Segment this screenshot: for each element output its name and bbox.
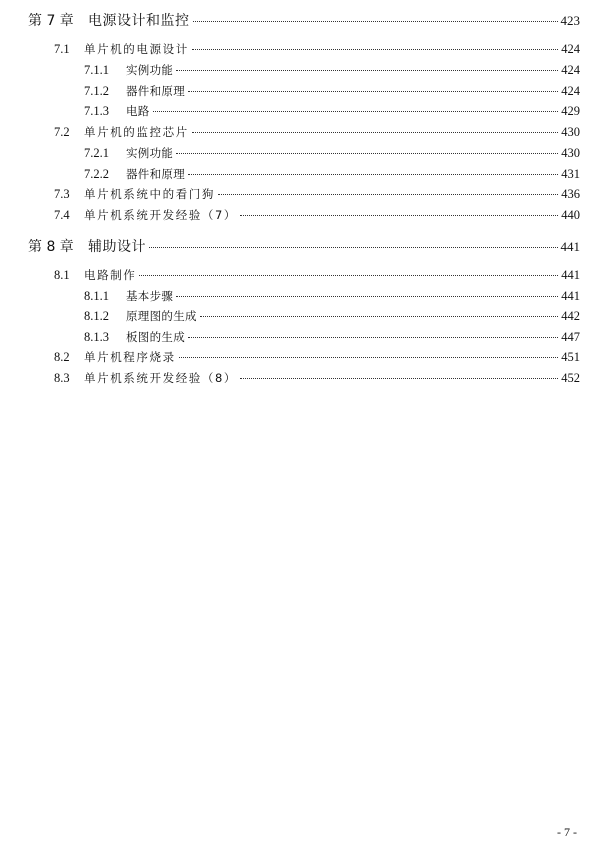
page-number: 447: [561, 330, 580, 344]
subsection-title: 实例功能: [126, 146, 174, 160]
page-number: 424: [561, 63, 580, 77]
toc-section-7-4: [54, 207, 580, 223]
subsection-title: 电路: [126, 104, 150, 118]
subsection-title: 实例功能: [126, 63, 174, 77]
subsection-number: 8.1.3: [84, 330, 109, 344]
dot-leader: [188, 337, 558, 338]
section-number: 8.1: [54, 268, 70, 282]
subsection-title: 基本步骤: [126, 289, 174, 303]
page-number: 430: [561, 125, 580, 139]
toc-subsection-8-1-2: [84, 308, 580, 324]
page-number: 440: [561, 208, 580, 222]
dot-leader: [188, 91, 558, 92]
toc-subsection-7-2-1: [84, 145, 580, 161]
section-title: 单片机系统开发经验（7）: [84, 208, 238, 222]
section-number: 8.3: [54, 371, 70, 385]
toc-section-8-1: [54, 267, 580, 283]
page-number: 424: [561, 42, 580, 56]
subsection-number: 7.1.1: [84, 63, 109, 77]
toc-section-7-2: [54, 124, 580, 140]
subsection-title: 原理图的生成: [126, 309, 197, 323]
dot-leader: [188, 174, 558, 175]
toc-subsection-7-1-1: [84, 62, 580, 78]
toc-section-7-3: [54, 186, 580, 202]
chapter-number: 第 7 章: [28, 13, 74, 29]
section-title: 单片机的电源设计: [84, 42, 189, 56]
subsection-title: 板图的生成: [126, 330, 185, 344]
toc-section-7-1: [54, 41, 580, 57]
subsection-number: 7.2.2: [84, 167, 109, 181]
page-number: 451: [561, 350, 580, 364]
dot-leader: [240, 378, 558, 379]
page-number: 442: [561, 309, 580, 323]
section-title: 电路制作: [84, 268, 137, 282]
subsection-title: 器件和原理: [126, 84, 185, 98]
dot-leader: [153, 111, 559, 112]
toc-subsection-7-2-2: [84, 166, 580, 182]
section-number: 8.2: [54, 350, 70, 364]
toc-subsection-7-1-3: [84, 103, 580, 119]
dot-leader: [139, 275, 558, 276]
toc-chapter-8: [28, 236, 580, 256]
dot-leader: [200, 316, 558, 317]
dot-leader: [176, 70, 558, 71]
page-number: 441: [561, 289, 580, 303]
subsection-number: 7.2.1: [84, 146, 109, 160]
dot-leader: [192, 49, 558, 50]
dot-leader: [149, 247, 558, 248]
toc-subsection-8-1-1: [84, 288, 580, 304]
toc-subsection-8-1-3: [84, 329, 580, 345]
dot-leader: [192, 132, 558, 133]
subsection-number: 7.1.2: [84, 84, 109, 98]
page-number: 452: [561, 371, 580, 385]
subsection-number: 7.1.3: [84, 104, 109, 118]
toc-section-8-2: [54, 349, 580, 365]
toc-subsection-7-1-2: [84, 83, 580, 99]
subsection-number: 8.1.2: [84, 309, 109, 323]
dot-leader: [240, 215, 558, 216]
footer-page-number: - 7 -: [557, 825, 577, 839]
toc-chapter-7: [28, 10, 580, 30]
dot-leader: [218, 194, 558, 195]
subsection-title: 器件和原理: [126, 167, 185, 181]
page-number: 431: [561, 167, 580, 181]
section-number: 7.1: [54, 42, 70, 56]
page-number: 430: [561, 146, 580, 160]
page-number: 429: [561, 104, 580, 118]
section-title: 单片机系统中的看门狗: [84, 187, 215, 201]
section-title: 单片机系统开发经验（8）: [84, 371, 238, 385]
page-number: 436: [561, 187, 580, 201]
page-number: 441: [560, 239, 580, 254]
section-title: 单片机程序烧录: [84, 350, 176, 364]
page-number: 423: [560, 13, 580, 28]
dot-leader: [176, 153, 558, 154]
dot-leader: [193, 21, 558, 22]
page-number: 441: [561, 268, 580, 282]
toc-section-8-3: [54, 370, 580, 386]
section-number: 7.2: [54, 125, 70, 139]
page-number: 424: [561, 84, 580, 98]
dot-leader: [176, 296, 558, 297]
section-title: 单片机的监控芯片: [84, 125, 189, 139]
chapter-number: 第 8 章: [28, 239, 74, 255]
section-number: 7.4: [54, 208, 70, 222]
chapter-title: 辅助设计: [88, 239, 146, 255]
dot-leader: [179, 357, 559, 358]
subsection-number: 8.1.1: [84, 289, 109, 303]
section-number: 7.3: [54, 187, 70, 201]
chapter-title: 电源设计和监控: [88, 13, 190, 29]
